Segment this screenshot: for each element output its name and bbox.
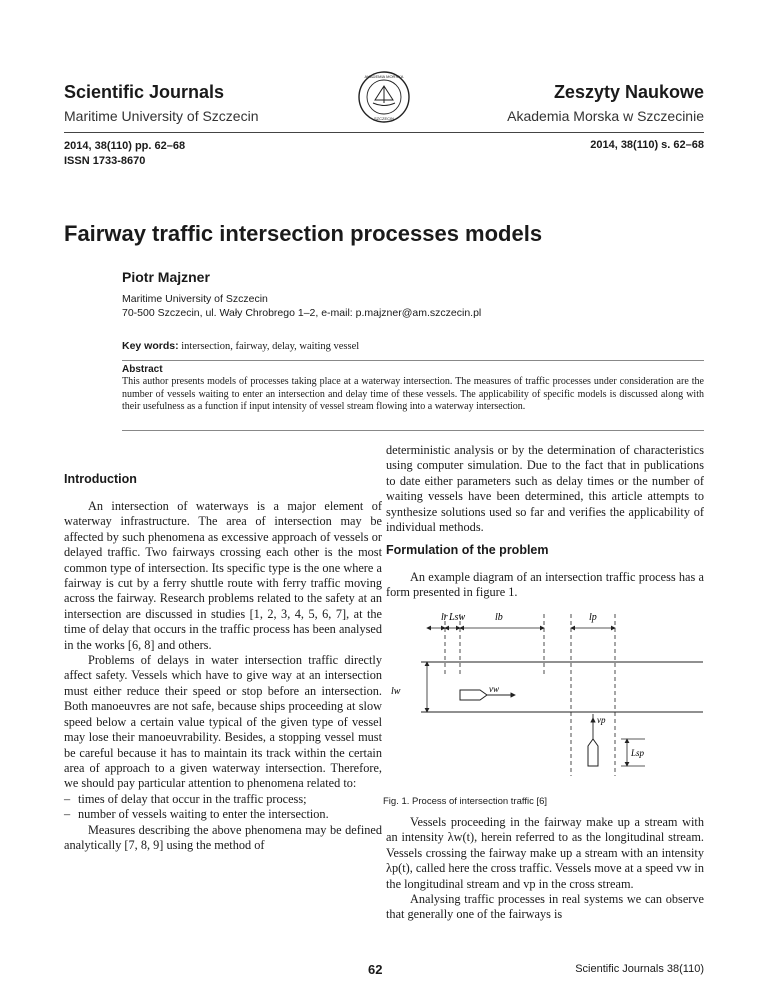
paragraph: Vessels proceeding in the fairway make up a stream with an intensity λw(t), herein referred to as the longitudinal stream. Vessels crossing the fairway make up a stream with an intensity λp(t), called here the cross traffic. Vessels move at a speed vw in the longitudinal stream and vp in the cross stream.: [386, 815, 704, 891]
label-lsw: Lsw: [449, 612, 466, 623]
svg-text:SZCZECIN: SZCZECIN: [374, 116, 394, 121]
right-column-text-mid: [386, 570, 704, 601]
abstract-top-rule: [122, 360, 704, 361]
label-lb: lb: [495, 612, 503, 623]
keywords-list: intersection, fairway, delay, waiting vessel: [181, 341, 360, 352]
intersection-traffic-figure: [383, 606, 703, 776]
cross-vessel-icon: [588, 739, 598, 766]
phenomena-list: [64, 792, 382, 823]
svg-text:AKADEMIA MORSKA: AKADEMIA MORSKA: [364, 74, 404, 79]
left-column-text: [64, 499, 382, 853]
section-heading-introduction: Introduction: [64, 472, 137, 486]
label-lw: lw: [391, 686, 401, 697]
university-seal-icon: [357, 70, 411, 124]
author-name: Piotr Majzner: [122, 269, 210, 285]
affiliation-line: Maritime University of Szczecin: [122, 293, 268, 305]
paragraph: An example diagram of an intersection traffic process has a form presented in figure 1.: [386, 570, 704, 600]
university-name-pl: Akademia Morska w Szczecinie: [507, 108, 704, 124]
right-column-text-top: [386, 443, 704, 535]
paragraph: An intersection of waterways is a major element of waterway infrastructure. The area of intersection may be affected by such phenomena as excessive approach of vessels or delayed traffic. Two fairways crossing each other is the most common type of intersection. Its specific type is the one where a fairway is cut by a ferry shuttle route with ferry traffic moving across the fairway. Research problems related to the safety at an intersection are discussed in studies [1, 2, 3, 4, 5, 6, 7], at the time of delay that occurs in the traffic process has been analysed in the works [6, 8] and others.: [64, 499, 382, 652]
paragraph: Measures describing the above phenomena may be defined analytically [7, 8, 9] using the method of: [64, 822, 382, 852]
abstract-bottom-rule: [122, 430, 704, 431]
header-divider: [64, 132, 704, 133]
paragraph: Analysing traffic processes in real systems we can observe that generally one of the fairways is: [386, 892, 704, 922]
journal-title-pl: Zeszyty Naukowe: [553, 82, 704, 102]
author-affiliation: [122, 293, 481, 320]
section-heading-formulation: Formulation of the problem: [386, 543, 549, 557]
keywords: [122, 340, 359, 352]
keywords-label: Key words:: [122, 340, 179, 352]
issue-info-en: [64, 139, 185, 169]
page-number: 62: [368, 962, 383, 977]
article-title: Fairway traffic intersection processes models: [64, 221, 543, 246]
paragraph: deterministic analysis or by the determination of characteristics using computer simulation. Due to the fact that in publications to date either parameters such as delay times or the number of waiting vessels have been determined, this article attempts to synthesize solutions used so far and verifies the applicability of individual methods.: [386, 443, 704, 535]
footer-journal: Scientific Journals 38(110): [575, 963, 704, 975]
figure-caption: Fig. 1. Process of intersection traffic [6]: [383, 796, 548, 807]
abstract-heading: Abstract: [122, 364, 163, 375]
label-lr: lr: [441, 612, 448, 623]
right-column-text-bottom: [386, 815, 704, 923]
affiliation-address: 70-500 Szczecin, ul. Wały Chrobrego 1–2, e-mail: p.majzner@am.szczecin.pl: [122, 306, 482, 319]
label-vp: vp: [597, 715, 606, 725]
list-item: – times of delay that occur in the traffic process;: [64, 792, 382, 807]
issue-pages-pl: 2014, 38(110) s. 62–68: [590, 139, 704, 151]
abstract-text: This author presents models of processes taking place at a waterway intersection. The measures of traffic processes under consideration are the number of vessels waiting to enter an intersection and delay time of these vessels. The applicability of specific models is discussed along with their usefulness as a function if input intensity of vessel stream flowing into a waterway intersection.: [122, 376, 704, 412]
list-item: – number of vessels waiting to enter the intersection.: [64, 807, 382, 822]
paragraph: Problems of delays in water intersection traffic directly affect safety. Vessels which have to give way at an intersection must either reduce their speed or stop before an intersection. Both manoeuvres are not safe, because ships proceeding at slow speed below a certain value typical of the given type of vessel may lose their manoeuvrability. Besides, a stopping vessel must be careful because it has to maintain its track within the certain area of approach to a given waterway intersection. Therefore, we should pay particular attention to phenomena related to:: [64, 653, 382, 791]
university-name-en: Maritime University of Szczecin: [64, 108, 259, 124]
label-vw: vw: [489, 684, 499, 694]
issn: ISSN 1733-8670: [64, 155, 146, 167]
longitudinal-vessel-icon: [460, 690, 487, 700]
label-lsp: Lsp: [631, 748, 645, 758]
journal-title-en: Scientific Journals: [64, 82, 225, 102]
issue-pages-en: 2014, 38(110) pp. 62–68: [64, 140, 186, 152]
label-lp: lp: [589, 612, 597, 623]
